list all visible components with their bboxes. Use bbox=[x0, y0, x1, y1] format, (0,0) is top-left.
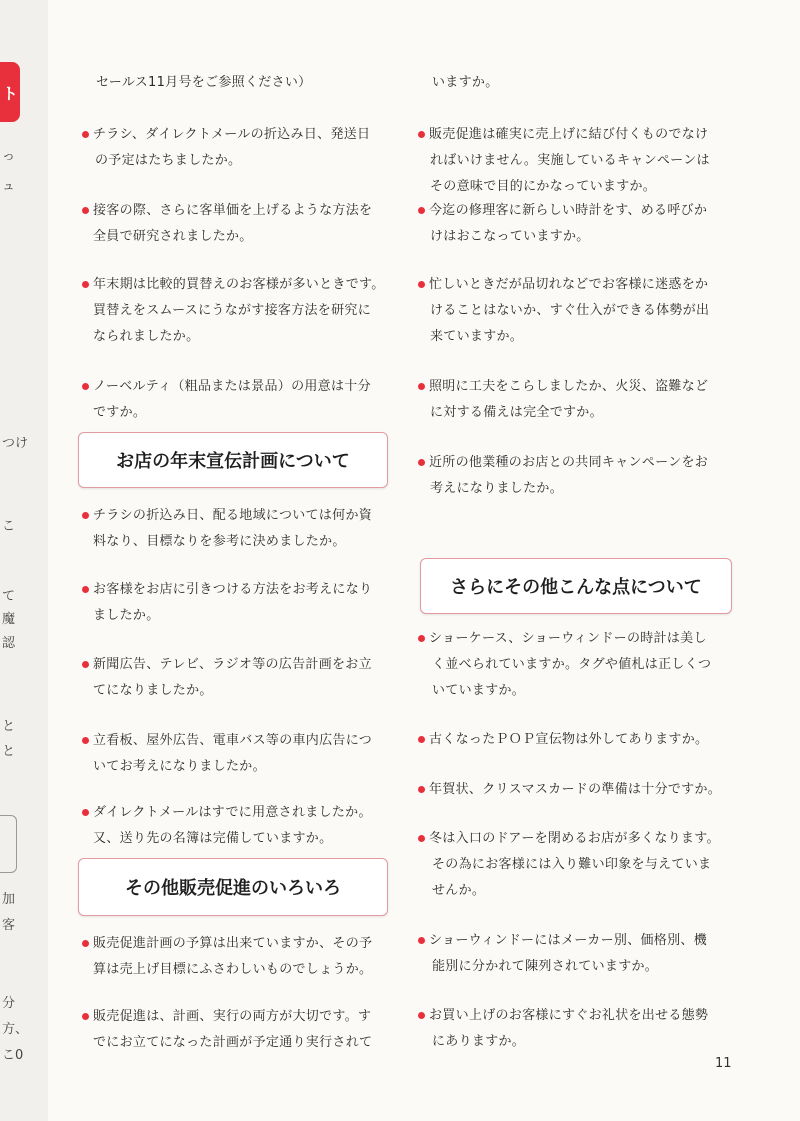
item-text: 年賀状、クリスマスカードの準備は十分ですか。 bbox=[429, 782, 722, 797]
item-text: 年末期は比較的買替えのお客様が多いときです。 bbox=[93, 277, 385, 292]
item-text: 今迄の修理客に新らしい時計をす、める呼びか bbox=[429, 203, 708, 218]
strip-char: 分 bbox=[2, 996, 16, 1011]
strip-char: こ0 bbox=[2, 1048, 24, 1063]
item-text: 近所の他業種のお店との共同キャンペーンをお bbox=[429, 455, 709, 470]
bullet-icon bbox=[418, 1012, 425, 1019]
list-item-cont: 来ていますか。 bbox=[430, 329, 524, 344]
strip-char: と bbox=[2, 744, 16, 759]
strip-char: 加 bbox=[2, 892, 16, 907]
right-top-line: いますか。 bbox=[432, 75, 499, 90]
list-item bbox=[418, 450, 708, 476]
adjacent-page-strip bbox=[0, 0, 49, 1121]
section-heading: その他販売促進のいろいろ bbox=[78, 858, 388, 916]
list-item-cont: その為にお客様には入り難い印象を与えていま bbox=[432, 857, 712, 872]
item-text: 立看板、屋外広告、電車バス等の車内広告につ bbox=[93, 733, 373, 748]
bullet-icon bbox=[82, 737, 89, 744]
bullet-icon bbox=[418, 383, 425, 390]
strip-char: つけ bbox=[2, 436, 29, 451]
red-section-tab bbox=[0, 62, 20, 122]
strip-char: と bbox=[2, 719, 16, 734]
list-item bbox=[82, 577, 372, 603]
bullet-icon bbox=[82, 940, 89, 947]
bullet-icon bbox=[82, 661, 89, 668]
list-item-cont: にありますか。 bbox=[432, 1034, 526, 1049]
list-item-cont: 又、送り先の名簿は完備していますか。 bbox=[93, 831, 333, 846]
list-item bbox=[418, 374, 708, 400]
list-item-cont: てになりましたか。 bbox=[93, 683, 213, 698]
list-item-cont: けはおこなっていますか。 bbox=[430, 229, 590, 244]
bullet-icon bbox=[82, 131, 89, 138]
bullet-icon bbox=[82, 512, 89, 519]
item-text: お客様をお店に引きつける方法をお考えになり bbox=[93, 582, 373, 597]
list-item-cont: 算は売上げ目標にふさわしいものでしょうか。 bbox=[93, 962, 373, 977]
list-item-cont: に対する備えは完全ですか。 bbox=[430, 405, 603, 420]
bullet-icon bbox=[82, 1013, 89, 1020]
left-top-line: セールス11月号をご参照ください） bbox=[96, 75, 312, 90]
item-text: ショーウィンドーにはメーカー別、価格別、機 bbox=[429, 933, 708, 948]
bullet-icon bbox=[82, 809, 89, 816]
item-text: ダイレクトメールはすでに用意されましたか。 bbox=[93, 805, 372, 820]
list-item bbox=[82, 503, 372, 529]
page-number: 11 bbox=[715, 1056, 732, 1071]
list-item bbox=[418, 826, 720, 852]
item-text: 冬は入口のドアーを閉めるお店が多くなります。 bbox=[429, 831, 720, 846]
list-item bbox=[82, 272, 385, 298]
bullet-icon bbox=[418, 736, 425, 743]
list-item-cont: ですか。 bbox=[93, 405, 147, 420]
strip-char: 方、 bbox=[2, 1022, 29, 1037]
bullet-icon bbox=[418, 207, 425, 214]
bullet-icon bbox=[82, 383, 89, 390]
section-heading: さらにその他こんな点について bbox=[420, 558, 732, 614]
list-item-cont: の予定はたちましたか。 bbox=[95, 153, 242, 168]
item-text: 接客の際、さらに客単価を上げるような方法を bbox=[93, 203, 373, 218]
list-item bbox=[82, 198, 372, 224]
bullet-icon bbox=[82, 586, 89, 593]
item-text: 販売促進は確実に売上げに結び付くものでなけ bbox=[429, 127, 709, 142]
item-text: ノーベルティ（粗品または景品）の用意は十分 bbox=[93, 379, 371, 394]
list-item-cont: く並べられていますか。タグや値札は正しくつ bbox=[432, 657, 712, 672]
list-item-cont: 買替えをスムースにうながす接客方法を研究に bbox=[93, 303, 372, 318]
bullet-icon bbox=[418, 786, 425, 793]
list-item-cont: いていますか。 bbox=[432, 683, 526, 698]
list-item bbox=[418, 727, 708, 753]
list-item bbox=[82, 800, 372, 826]
item-text: 新聞広告、テレビ、ラジオ等の広告計画をお立 bbox=[93, 657, 372, 672]
item-text: 忙しいときだが品切れなどでお客様に迷惑をか bbox=[429, 277, 709, 292]
list-item-cont: せんか。 bbox=[432, 883, 486, 898]
item-text: 照明に工夫をこらしましたか、火災、盗難など bbox=[429, 379, 709, 394]
strip-char: 認 bbox=[2, 636, 16, 651]
list-item-cont: でにお立てになった計画が予定通り実行されて bbox=[93, 1035, 373, 1050]
item-text: 販売促進は、計画、実行の両方が大切です。す bbox=[93, 1009, 372, 1024]
section-heading: お店の年末宣伝計画について bbox=[78, 432, 388, 488]
list-item bbox=[82, 374, 371, 400]
list-item-cont: ればいけません。実施しているキャンペーンは bbox=[430, 153, 710, 168]
bullet-icon bbox=[82, 281, 89, 288]
list-item-cont: その意味で目的にかなっていますか。 bbox=[430, 179, 657, 194]
tab-char: ト bbox=[1, 83, 18, 103]
item-text: 古くなったＰＯＰ宣伝物は外してありますか。 bbox=[429, 732, 709, 747]
strip-char: ュ bbox=[2, 179, 16, 194]
strip-box bbox=[0, 815, 17, 873]
list-item-cont: 料なり、目標なりを参考に決めましたか。 bbox=[93, 534, 346, 549]
bullet-icon bbox=[418, 635, 425, 642]
strip-char: っ bbox=[2, 149, 16, 164]
list-item-cont: 全員で研究されましたか。 bbox=[93, 229, 253, 244]
strip-char: こ bbox=[2, 519, 16, 534]
list-item bbox=[418, 122, 708, 148]
list-item-cont: 能別に分かれて陳列されていますか。 bbox=[432, 959, 659, 974]
list-item-cont: なられましたか。 bbox=[93, 329, 200, 344]
item-text: お買い上げのお客様にすぐお礼状を出せる態勢 bbox=[429, 1008, 709, 1023]
list-item bbox=[418, 198, 707, 224]
list-item bbox=[418, 928, 707, 954]
item-text: ショーケース、ショーウィンドーの時計は美し bbox=[429, 631, 707, 646]
item-text: チラシの折込み日、配る地域については何か資 bbox=[93, 508, 373, 523]
bullet-icon bbox=[418, 459, 425, 466]
bullet-icon bbox=[418, 281, 425, 288]
list-item-cont: いてお考えになりましたか。 bbox=[93, 759, 266, 774]
list-item-cont: ましたか。 bbox=[93, 608, 160, 623]
strip-char: 魔 bbox=[2, 612, 16, 627]
list-item bbox=[418, 272, 708, 298]
list-item bbox=[418, 626, 707, 652]
list-item bbox=[418, 1003, 708, 1029]
list-item bbox=[82, 122, 370, 148]
list-item-cont: 考えになりましたか。 bbox=[430, 481, 564, 496]
strip-char: て bbox=[2, 589, 16, 604]
bullet-icon bbox=[418, 835, 425, 842]
list-item bbox=[418, 777, 721, 803]
item-text: チラシ、ダイレクトメールの折込み日、発送日 bbox=[93, 127, 371, 142]
bullet-icon bbox=[418, 131, 425, 138]
list-item bbox=[82, 931, 372, 957]
item-text: 販売促進計画の予算は出来ていますか、その予 bbox=[93, 936, 373, 951]
list-item-cont: けることはないか、すぐ仕入ができる体勢が出 bbox=[430, 303, 710, 318]
bullet-icon bbox=[82, 207, 89, 214]
list-item bbox=[82, 728, 372, 754]
list-item bbox=[82, 1004, 371, 1030]
list-item bbox=[82, 652, 372, 678]
strip-char: 客 bbox=[2, 918, 16, 933]
bullet-icon bbox=[418, 937, 425, 944]
